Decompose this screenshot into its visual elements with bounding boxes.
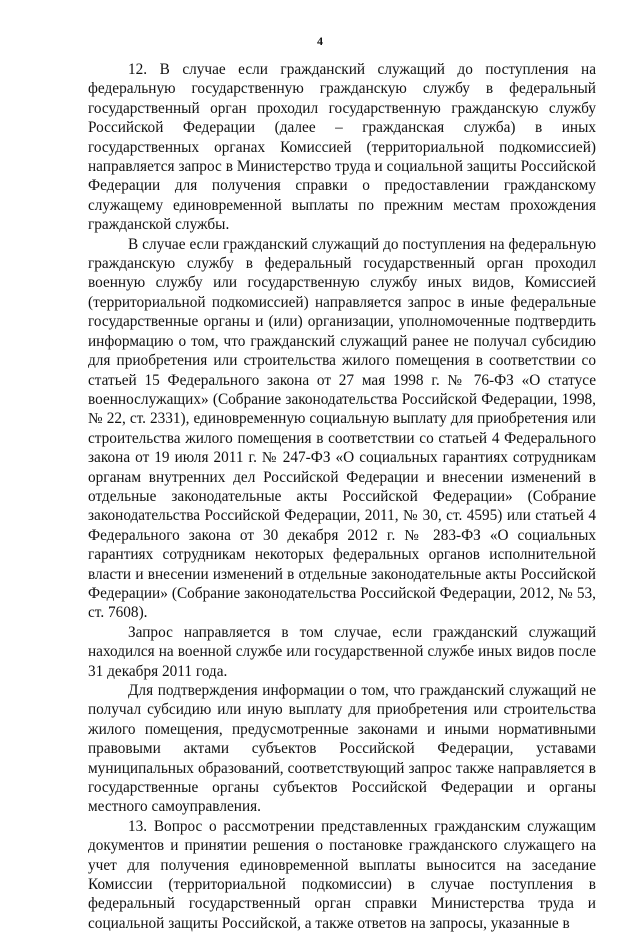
page-number: 4 — [317, 34, 323, 48]
paragraph-12: 12. В случае если гражданский служащий до поступления на федеральную государственную гражданскую службу в федеральный государственный орган проходил государственную гражданскую службу Российской Федерации (далее – гражданская служба) в иных государственных органах Комиссией (территориальной подкомиссией) направляется запрос в Министерство труда и социальной защиты Российской Федерации для получения справки о предоставлении гражданскому служащему единовременной выплаты по прежним местам прохождения гражданской службы. — [88, 61, 596, 234]
document-body — [88, 60, 596, 933]
paragraph-request-condition: Запрос направляется в том случае, если гражданский служащий находился на военной службе или государственной службе иных видов после 31 декабря 2011 года. — [88, 623, 596, 680]
paragraph-military-service: В случае если гражданский служащий до поступления на федеральную гражданскую службу в федеральный государственный орган проходил военную службу или государственную службу иных видов, Комиссией (территориальной подкомиссией) направляется запрос в иные федеральные государственные органы и (или) организации, уполномоченные подтвердить информацию о том, что гражданский служащий ранее не получал субсидию для приобретения или строительства жилого помещения в соответствии со статьей 15 Федерального закона от 27 мая 1998 г. № 76-ФЗ «О статусе военнослужащих» (Собрание законодательства Российской Федерации, 1998, № 22, ст. 2331), единовременную социальную выплату для приобретения или строительства жилого помещения в соответствии со статьей 4 Федерального закона от 19 июля 2011 г. № 247-ФЗ «О социальных гарантиях сотрудникам органам внутренних дел Российской Федерации и внесении изменений в отдельные законодательные акты Российской Федерации» (Собрание законодательства Российской Федерации, 2011, № 30, ст. 4595) или статьей 4 Федерального закона от 30 декабря 2012 г. № 283-ФЗ «О социальных гарантиях сотрудникам некоторых федеральных органов исполнительной власти и внесении изменений в отдельные законодательные акты Российской Федерации» (Собрание законодательства Российской Федерации, 2012, № 53, ст. 7608). — [88, 235, 596, 622]
paragraph-13: 13. Вопрос о рассмотрении представленных гражданским служащим документов и принятии решения о постановке гражданского служащего на учет для получения единовременной выплаты выносится на заседание Комиссии (территориальной подкомиссии) в случае поступления в федеральный государственный орган справки Министерства труда и социальной защиты Российской, а также ответов на запросы, указанные в — [88, 817, 596, 932]
paragraph-regional-confirmation: Для подтверждения информации о том, что гражданский служащий не получал субсидию или иную выплату для приобретения или строительства жилого помещения, предусмотренные законами и иными нормативными правовыми актами субъектов Российской Федерации, уставами муниципальных образований, соответствующий запрос также направляется в государственные органы субъектов Российской Федерации и органы местного самоуправления. — [88, 682, 596, 816]
